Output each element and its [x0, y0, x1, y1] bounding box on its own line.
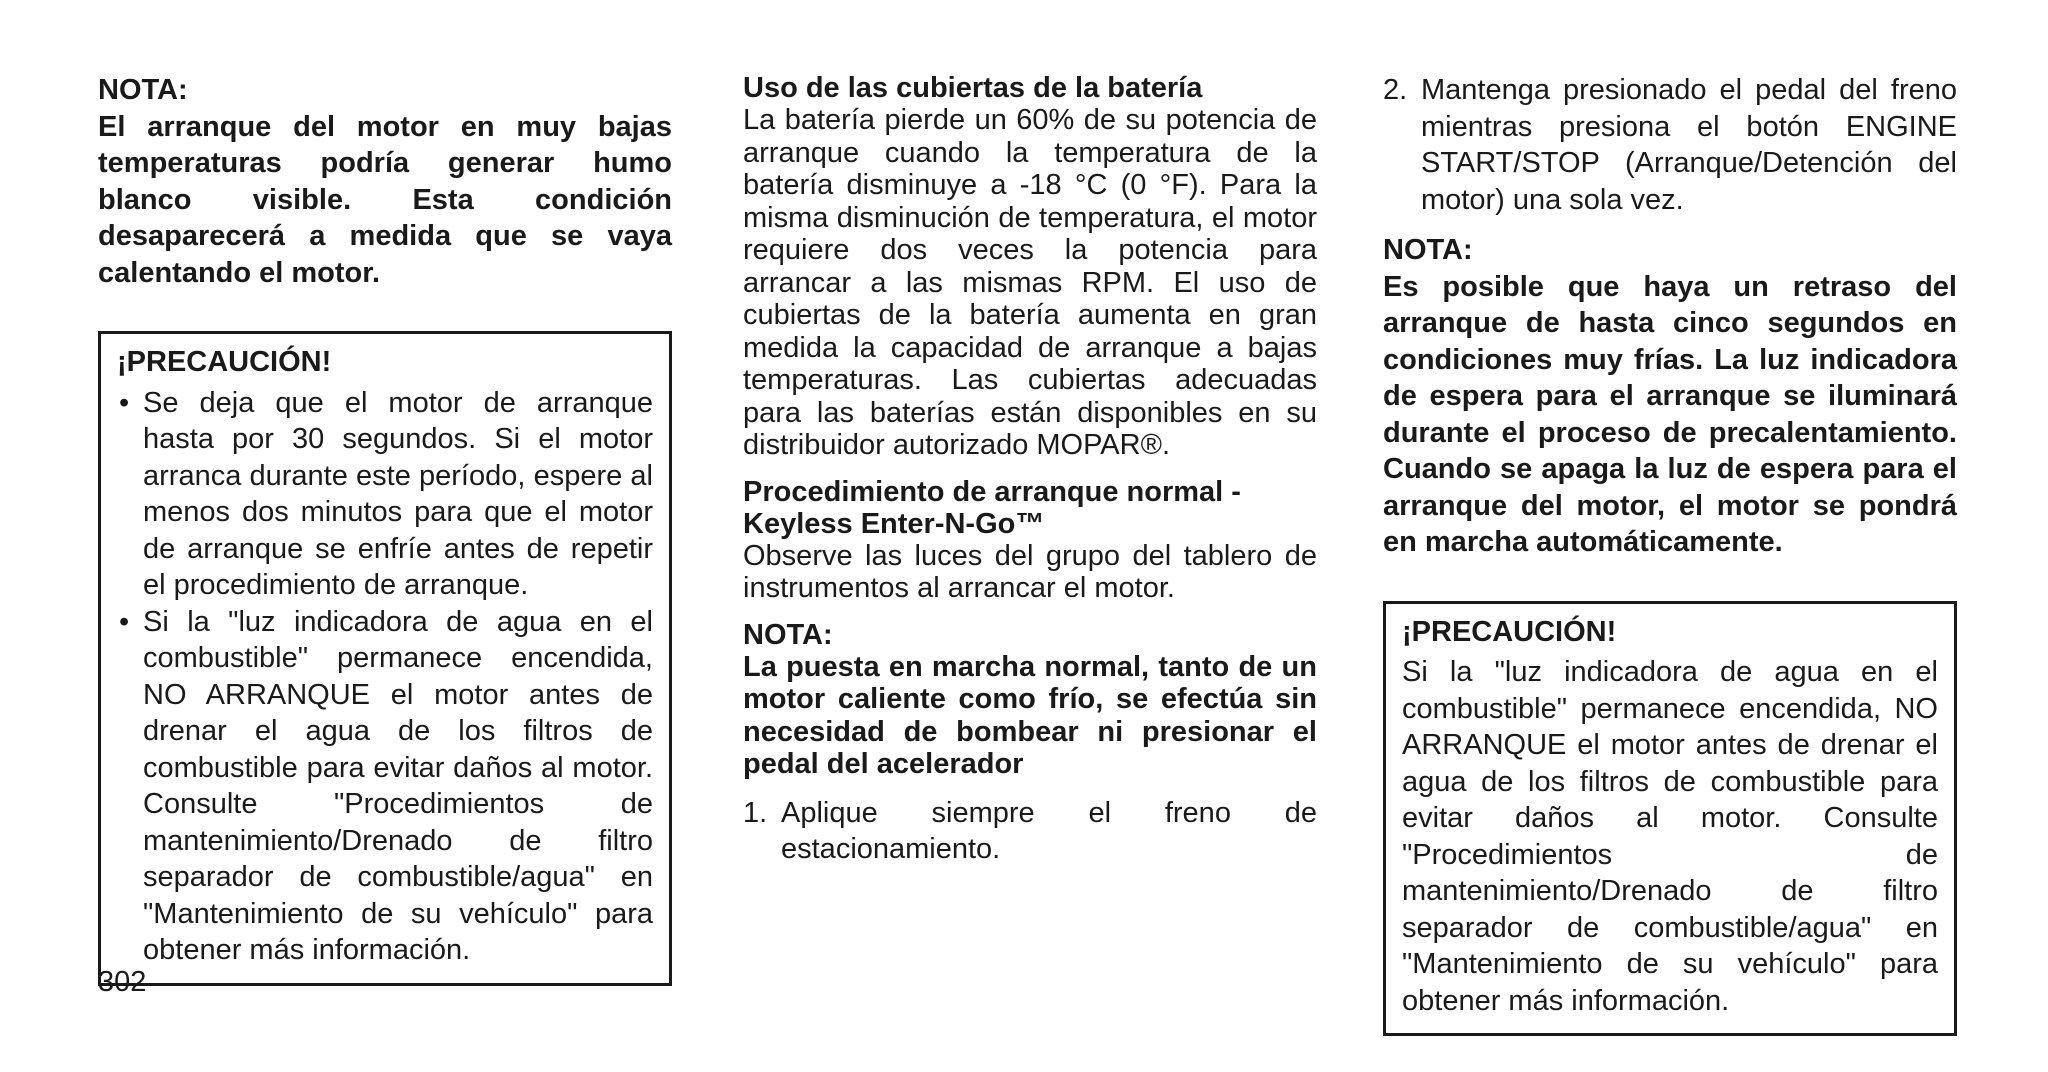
- note-label: NOTA:: [1383, 234, 1473, 266]
- step-item: [1383, 72, 1957, 218]
- caution-text: Si la "luz indicadora de agua en el combustible" permanece encendida, NO ARRANQUE el motor antes de drenar el agua de los filtros de combustible para evitar daños al motor. Consulte "Procedimientos de mantenimiento/Drenado de filtro separador de combustible/agua" en "Mantenimiento de su vehículo" para obtener más información.: [1402, 656, 1938, 1017]
- page-number: 302: [98, 966, 147, 998]
- note-text: El arranque del motor en muy bajas temperaturas podría generar humo blanco visible. Esta condición desaparecerá a medida que se vaya calentando el motor.: [98, 110, 672, 289]
- step-number: 1.: [743, 796, 768, 829]
- step-text: Mantenga presionado el pedal del freno mientras presiona el botón ENGINE START/STOP (Arranque/Detención del motor) una sola vez.: [1421, 74, 1957, 216]
- caution-title: ¡PRECAUCIÓN!: [117, 346, 332, 378]
- section-heading: Procedimiento de arranque normal -: [743, 475, 1241, 508]
- note-label: NOTA:: [743, 618, 833, 651]
- caution-list: [117, 385, 653, 969]
- section-heading: Uso de las cubiertas de la batería: [743, 72, 1203, 104]
- caution-item: [117, 385, 653, 604]
- note-label: NOTA:: [98, 74, 188, 106]
- caution-item-text: Si la "luz indicadora de agua en el combustible" permanece encendida, NO ARRANQUE el motor antes de drenar el agua de los filtros de combustible para evitar daños al motor. Consulte "Procedimientos de mantenimiento/Drenado de filtro separador de combustible/agua" en "Mantenimiento de su vehículo" para obtener más información.: [143, 605, 653, 966]
- note-text: Es posible que haya un retraso del arranque de hasta cinco segundos en condiciones muy frías. La luz indicadora de espera para el arranque se iluminará durante el proceso de precalentamiento. Cuando se apaga la luz de espera para el arranque del motor, el motor se pondrá en marcha automáticamente.: [1383, 270, 1957, 558]
- caution-item: [117, 604, 653, 969]
- step-list: [1383, 72, 1957, 218]
- section-paragraph: La batería pierde un 60% de su potencia de arranque cuando la temperatura de la batería disminuye a -18 °C (0 °F). Para la misma disminución de temperatura, el motor requiere dos veces la potencia para arrancar a las mismas RPM. El uso de cubiertas de la batería aumenta en gran medida la capacidad de arranque a bajas temperaturas. Las cubiertas adecuadas para las baterías están disponibles en su distribuidor autorizado MOPAR®.: [743, 104, 1317, 461]
- middle-column: [743, 72, 1317, 868]
- note-text: La puesta en marcha normal, tanto de un motor caliente como frío, se efectúa sin necesidad de bombear ni presionar el pedal del acelerador: [743, 650, 1317, 780]
- caution-item-text: Se deja que el motor de arranque hasta por 30 segundos. Si el motor arranca durante este período, espere al menos dos minutos para que el motor de arranque se enfríe antes de repetir el procedimiento de arranque.: [143, 386, 653, 601]
- right-column: [1383, 72, 1957, 1036]
- bullet-icon: •: [119, 605, 130, 638]
- step-list: [743, 795, 1317, 868]
- section-paragraph: Observe las luces del grupo del tablero de instrumentos al arrancar el motor.: [743, 539, 1317, 604]
- caution-title: ¡PRECAUCIÓN!: [1402, 615, 1617, 648]
- step-item: [743, 795, 1317, 868]
- left-column: [98, 72, 672, 986]
- bullet-icon: •: [119, 386, 130, 419]
- caution-box: [1383, 601, 1957, 1037]
- step-text: Aplique siempre el freno de estacionamiento.: [781, 796, 1317, 865]
- section-heading: Keyless Enter-N-Go™: [743, 507, 1045, 540]
- step-number: 2.: [1383, 74, 1408, 106]
- caution-box: [98, 331, 672, 986]
